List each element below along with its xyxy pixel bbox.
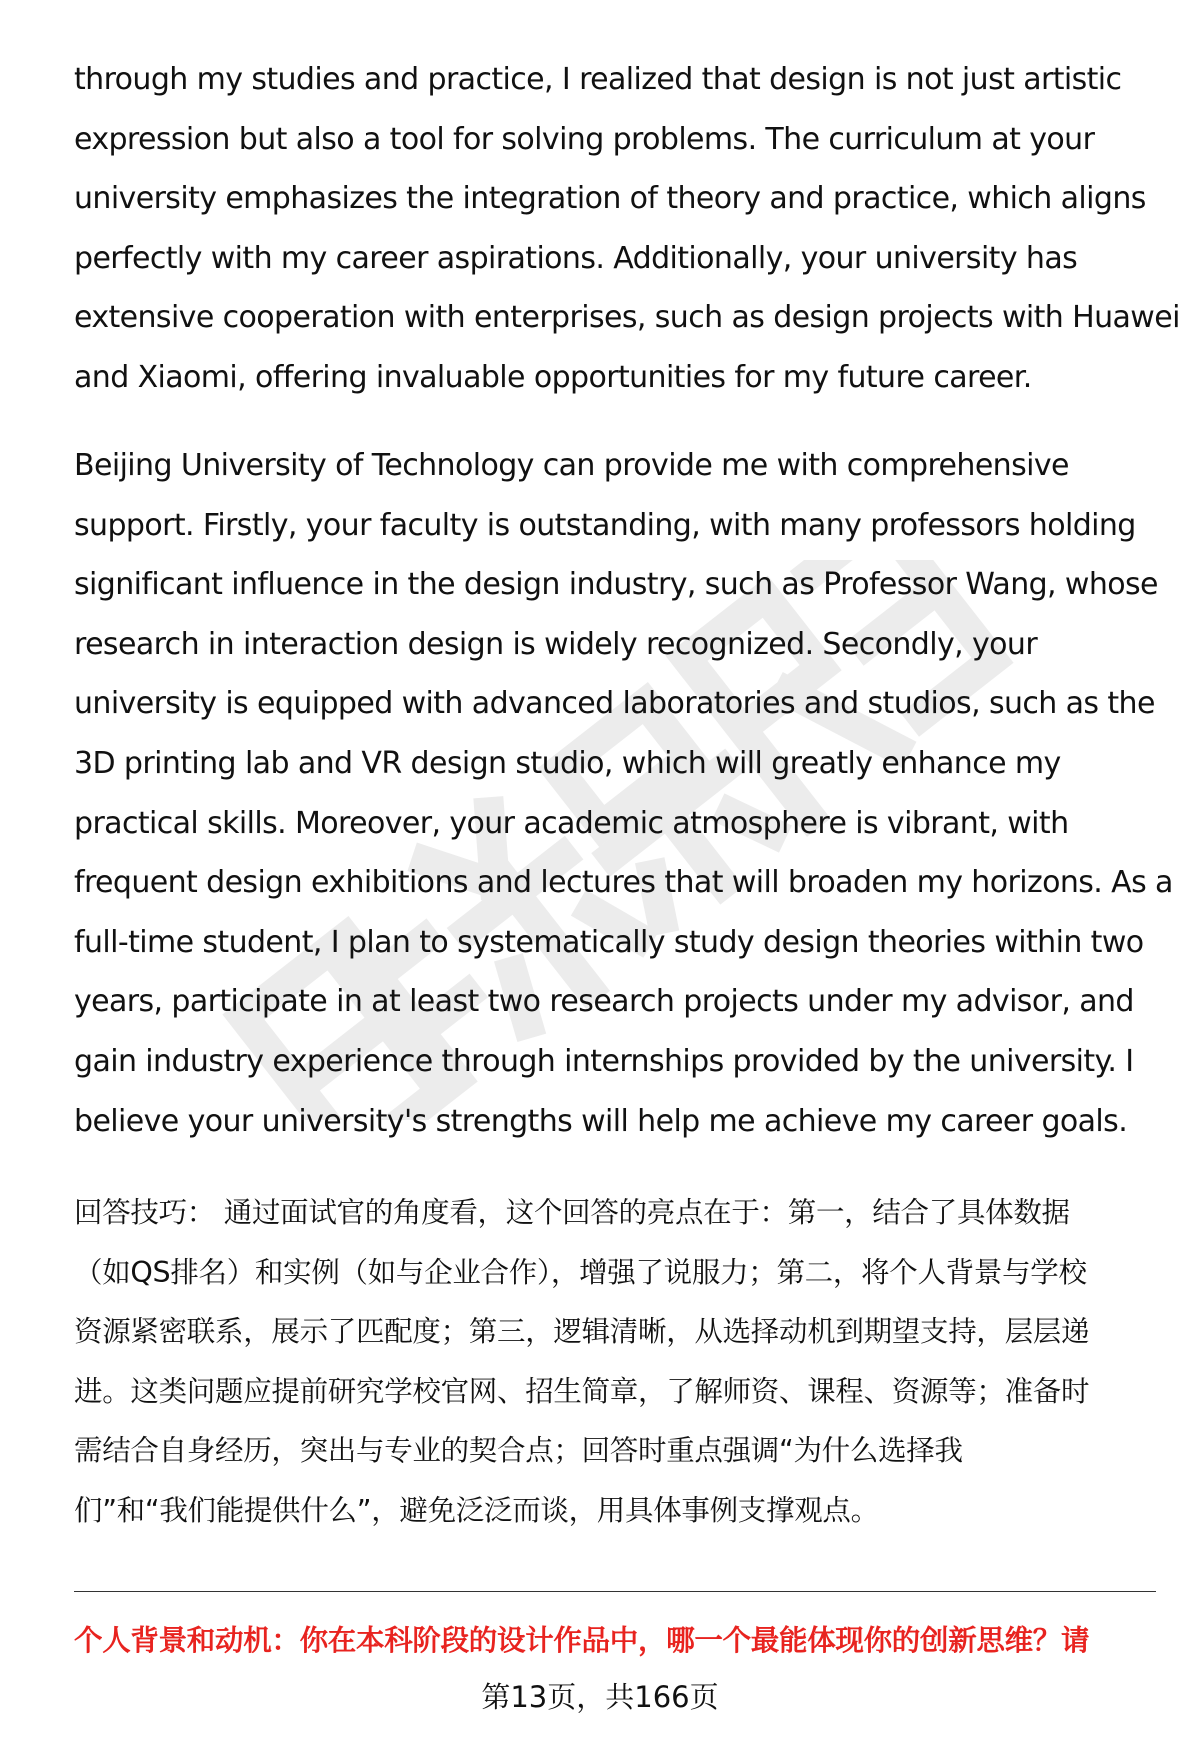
text-line: and Xiaomi, offering invaluable opportunities for my future career.	[74, 359, 1032, 395]
text-line: full-time student, I plan to systematically study design theories within two	[74, 924, 1144, 960]
text-line: Beijing University of Technology can provide me with comprehensive	[74, 448, 1069, 483]
text-line: university is equipped with advanced laboratories and studios, such as the	[74, 686, 1155, 722]
paragraph-motivation	[74, 50, 1180, 408]
text-line: university emphasizes the integration of theory and practice, which aligns	[74, 181, 1146, 217]
text-line: research in interaction design is widely recognized. Secondly, your	[74, 626, 1038, 662]
tips-line: 需结合自身经历，突出与专业的契合点；回答时重点强调“为什么选择我	[74, 1434, 963, 1468]
text-line: through my studies and practice, I realized that design is not just artistic	[74, 62, 1122, 97]
next-question-heading: 个人背景和动机：你在本科阶段的设计作品中，哪一个最能体现你的创新思维？请	[74, 1624, 1090, 1657]
text-line: 3D printing lab and VR design studio, which will greatly enhance my	[74, 745, 1061, 781]
text-line: practical skills. Moreover, your academic atmosphere is vibrant, with	[74, 805, 1069, 841]
tips-line: 回答技巧： 通过面试官的角度看，这个回答的亮点在于：第一，结合了具体数据	[74, 1196, 1070, 1229]
text-line: believe your university's strengths will help me achieve my career goals.	[74, 1103, 1128, 1139]
tips-line: 资源紧密联系，展示了匹配度；第三，逻辑清晰，从选择动机到期望支持，层层递	[74, 1315, 1090, 1349]
page-number: 第13页，共166页	[481, 1680, 719, 1714]
text-line: years, participate in at least two research projects under my advisor, and	[74, 984, 1134, 1020]
text-line: gain industry experience through internships provided by the university. I	[74, 1043, 1134, 1079]
paragraph-support	[74, 436, 1173, 1151]
section-divider	[74, 1591, 1156, 1592]
tips-line: 进。这类问题应提前研究学校官网、招生简章，了解师资、课程、资源等；准备时	[74, 1374, 1090, 1408]
tips-line: （如QS排名）和实例（如与企业合作），增强了说服力；第二，将个人背景与学校	[74, 1255, 1087, 1289]
text-line: significant influence in the design industry, such as Professor Wang, whose	[74, 567, 1158, 603]
text-line: perfectly with my career aspirations. Additionally, your university has	[74, 240, 1078, 276]
text-line: extensive cooperation with enterprises, such as design projects with Huawei	[74, 300, 1180, 336]
answer-tips	[74, 1183, 1164, 1541]
tips-line: 们”和“我们能提供什么”，避免泛泛而谈，用具体事例支撑观点。	[74, 1493, 879, 1527]
text-line: support. Firstly, your faculty is outstanding, with many professors holding	[74, 507, 1136, 543]
text-line: frequent design exhibitions and lectures that will broaden my horizons. As a	[74, 865, 1173, 901]
text-line: expression but also a tool for solving problems. The curriculum at your	[74, 121, 1095, 157]
